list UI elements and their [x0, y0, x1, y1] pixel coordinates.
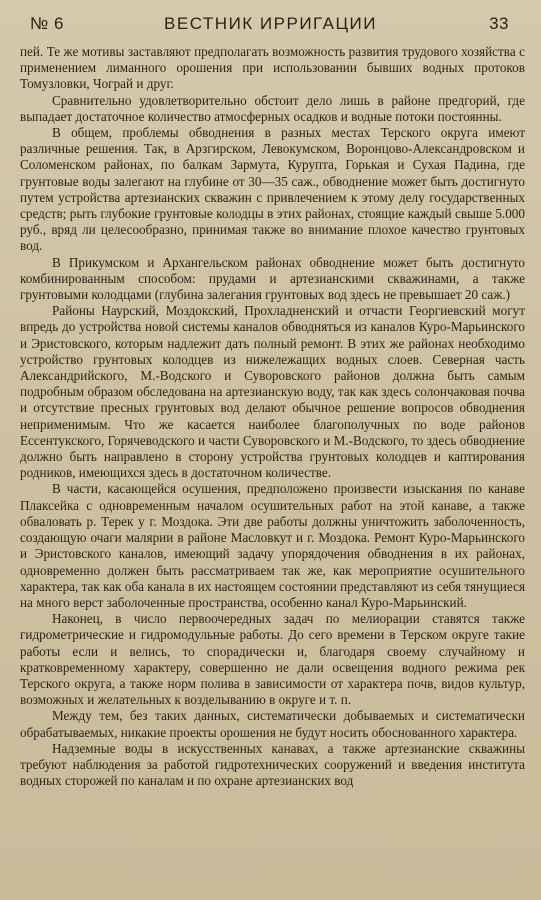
paragraph: В части, касающейся осушения, предположено произвести изыскания по канаве Плаксейка с одновременным началом осушительных работ на этой канаве, а также обваловать р. Терек у г. Моздока. Эти две работы должны уничтожить заболоченность, создающую очаги малярии в районе Масловкут и г. Моздока. Ремонт Куро-Марьинского и Эристовского каналов, имеющий задачу упорядочения обводнения в их районах, одновременно должен быть рассматриваем так же, как мероприятие осушительного характера, так как оба канала в их настоящем состоянии представляют из себя тянущиеся на много верст заболоченные пространства, особенно канал Куро-Марьинский.: [20, 481, 526, 610]
paragraph: В общем, проблемы обводнения в разных местах Терского округа имеют различные решения. Так, в Арзгирском, Левокумском, Воронцово-Александровском и Соломенском районах, по балкам Зармута, Курупта, Горькая и Сухая Падина, где грунтовые воды залегают на глубине от 30—35 саж., обводнение может быть достигнуто путем устройства артезианских скважин с привлечением к этому делу государственных средств; рыть глубокие грунтовые колодцы в этих районах, стоящие каждый свыше 5.000 руб., вряд ли целесообразно, принимая также во внимание плохое качество грунтовых вод.: [20, 125, 525, 254]
paragraph: Надземные воды в искусственных канавах, а также артезианские скважины требуют наблюдения за работой гидротехнических сооружений и введения института водных сторожей по каналам и по охране артезианских вод: [20, 740, 525, 789]
paragraph: Наконец, в число первоочередных задач по мелиорации ставятся также гидрометрические и гидромодульные работы. До сего времени в Терском округе такие работы если и велись, то спорадически и, благодаря своему случайному и кратковременному характеру, совершенно не дали освещения водного режима рек Терского округа, а также норм полива в зависимости от характера почв, видов культур, возможных и желательных к возделыванию в округе и т. п.: [20, 611, 525, 708]
paragraph: Сравнительно удовлетворительно обстоит дело лишь в районе предгорий, где выпадает достаточное количество атмосферных осадков и водные потоки постоянны.: [20, 92, 525, 124]
journal-title: ВЕСТНИК ИРРИГАЦИИ: [164, 14, 377, 33]
body-text: [20, 44, 525, 789]
issue-number: № 6: [30, 14, 64, 33]
paragraph: Районы Наурский, Моздокский, Прохладненский и отчасти Георгиевский могут впредь до устройства новой системы каналов обводняться из каналов Куро-Марьинского и Эристовского, которым надлежит дать полный ремонт. В этих же районах необходимо устройство грунтовых колодцев из нижележащих водных слоев. Северная часть Александрийского, М.-Водского и Суворовского районов должна быть самым подробным образом обследована на артезианскую воду, так как здесь солончаковая почва и отсутствие пресных грунтовых вод делают обычное решение вопросов обводнения неприменимым. Что же касается наиболее благополучных по воде районов Ессентукского, Горячеводского и части Суворовского и М.-Водского, то здесь обводнение должно быть направлено в сторону устройства грунтовых колодцев и каптирования родников, имеющихся здесь в достаточном количестве.: [20, 303, 525, 481]
page-number: 33: [489, 14, 509, 33]
running-header: [0, 0, 541, 40]
paragraph: В Прикумском и Архангельском районах обводнение может быть достигнуто комбинированным способом: прудами и артезианскими скважинами, а также грунтовыми колодцами (глубина залегания грунтовых вод здесь не превышает 20 саж.): [20, 254, 525, 303]
paragraph: пей. Те же мотивы заставляют предполагать возможность развития трудового хозяйства с применением лиманного орошения при использовании бывших водных протоков Томузловки, Чограй и друг.: [20, 44, 525, 92]
paragraph: Между тем, без таких данных, систематически добываемых и систематически обрабатываемых, никакие проекты орошения не будут носить обоснованного характера.: [20, 708, 525, 740]
